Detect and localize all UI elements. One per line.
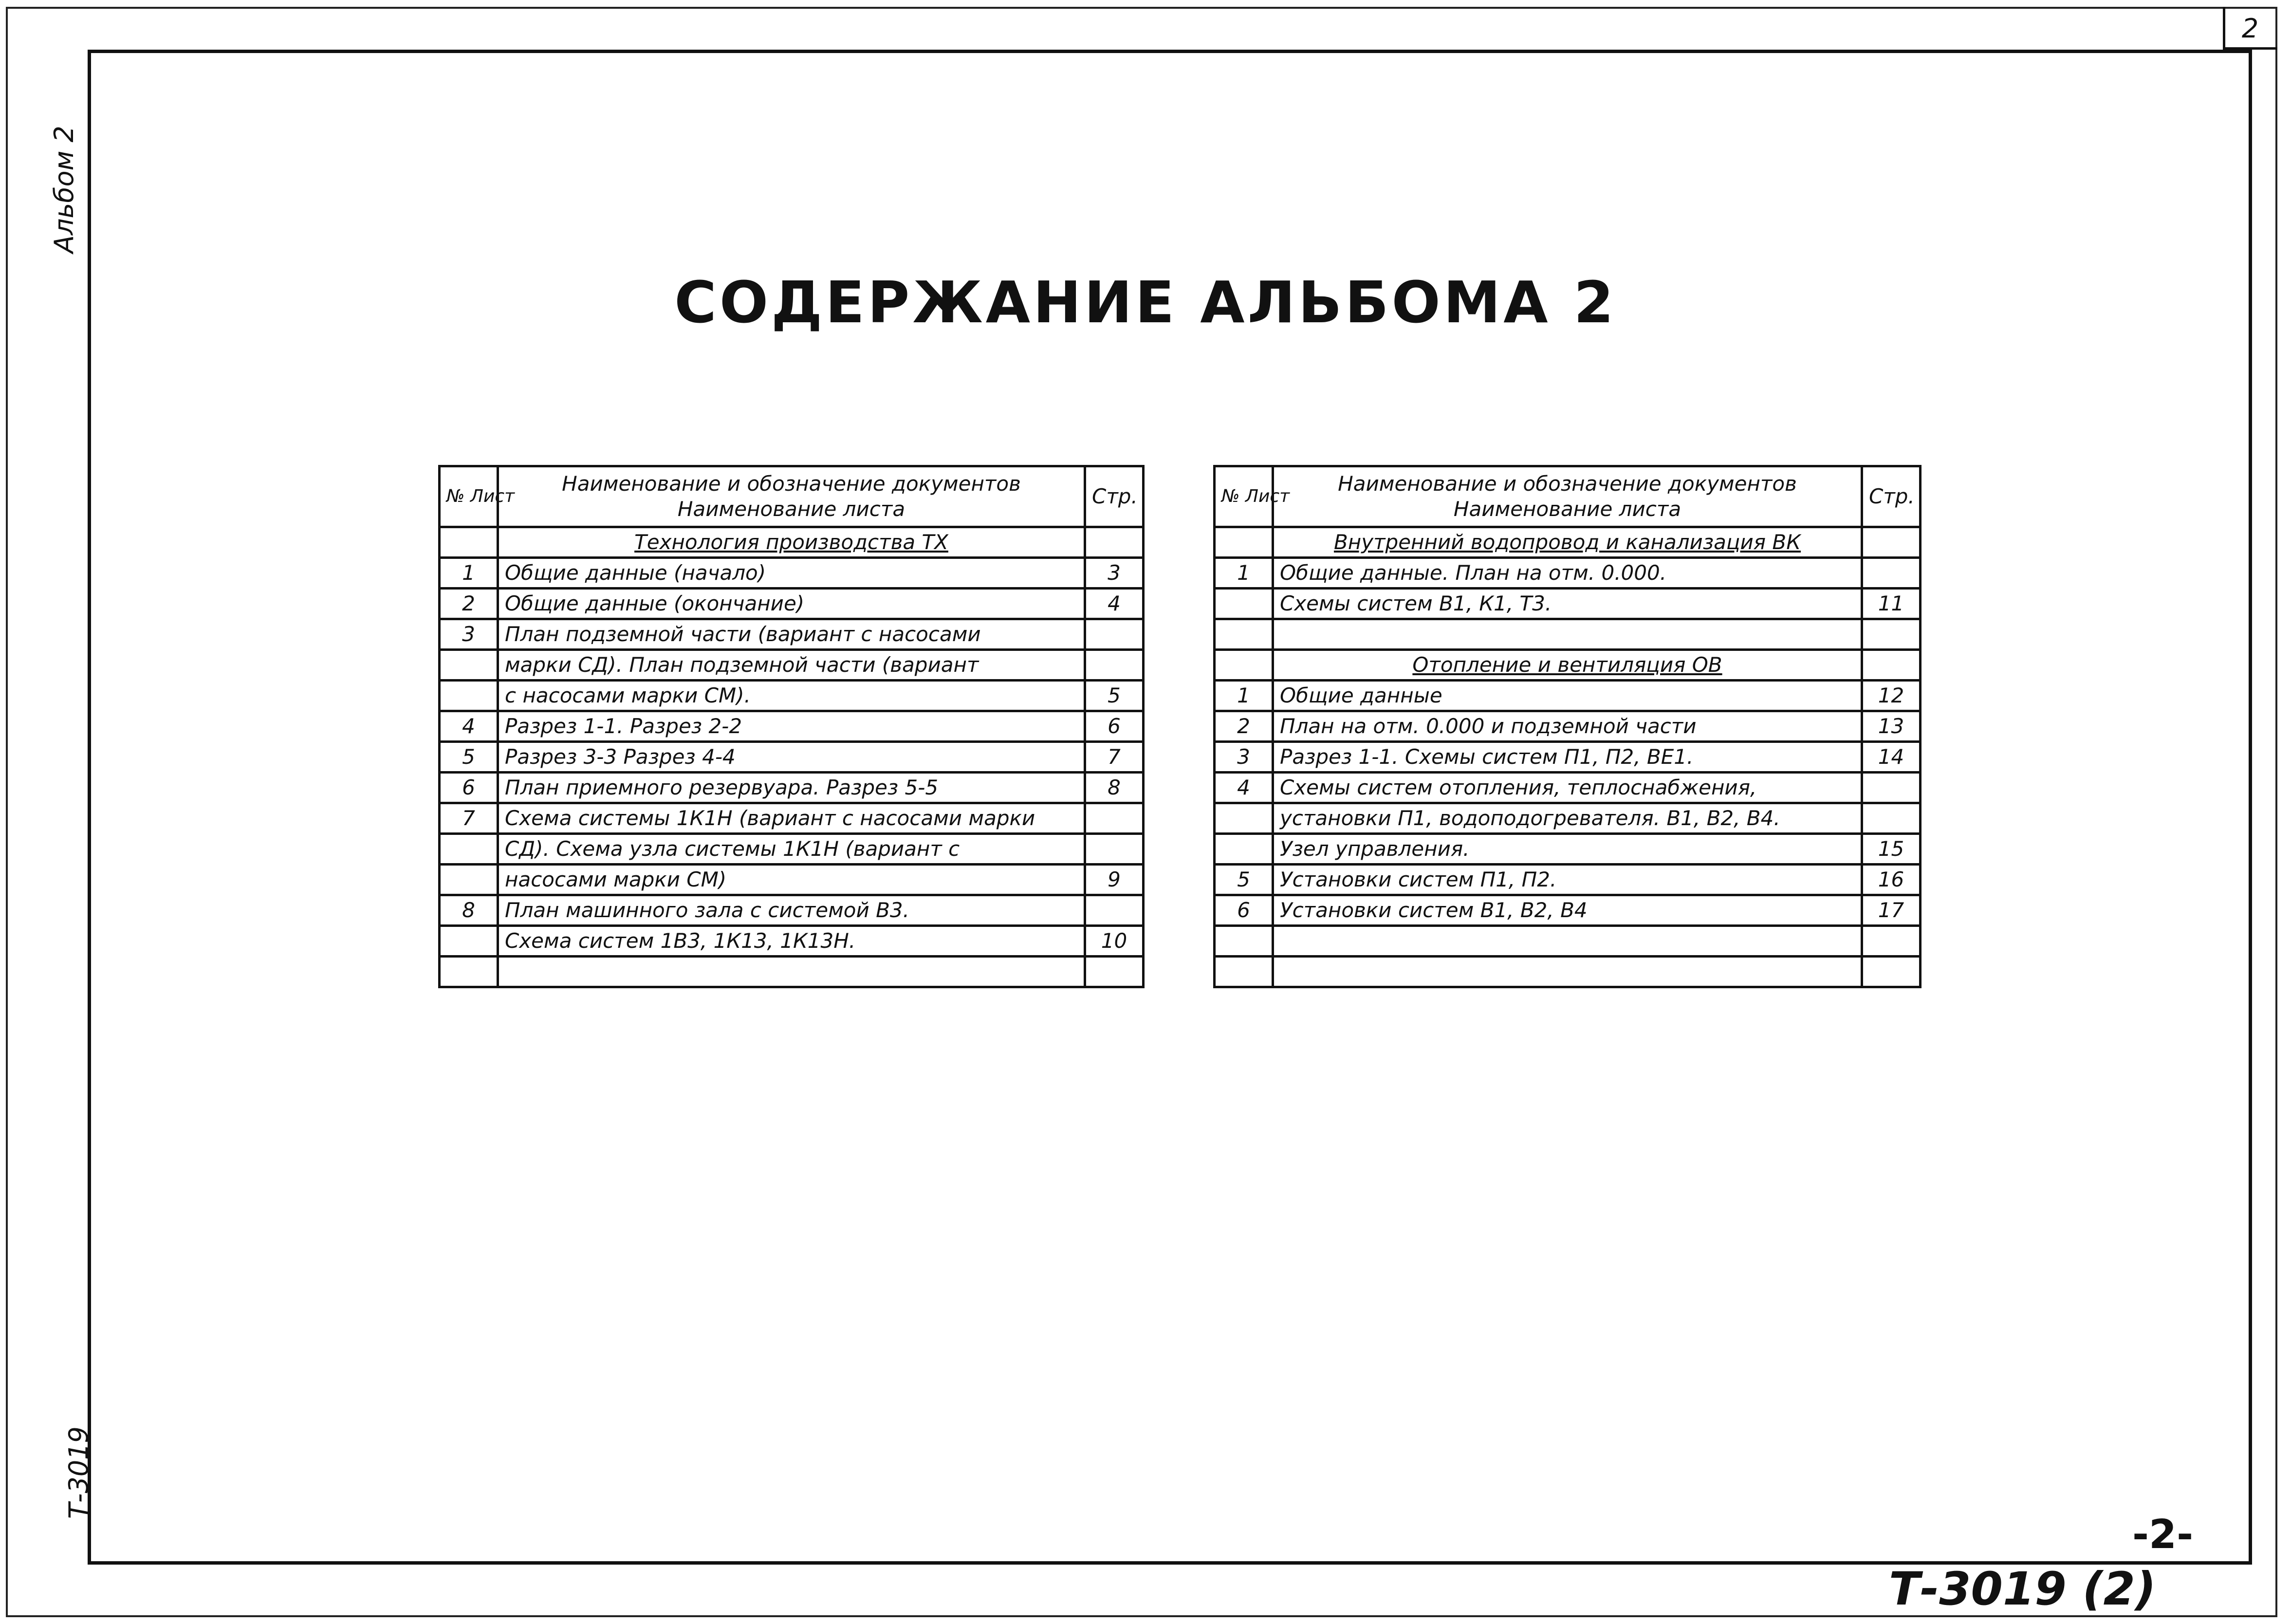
sheet-name-cell: Общие данные	[1273, 681, 1862, 711]
page-number-cell	[1085, 834, 1144, 865]
table-row	[1215, 742, 1921, 773]
contents-table-left	[438, 465, 1145, 988]
header-name	[1273, 466, 1862, 527]
table-row	[440, 619, 1144, 650]
contents-rows-right	[1215, 527, 1921, 987]
page-number-cell: 8	[1085, 773, 1144, 803]
table-row	[440, 865, 1144, 895]
header-name	[498, 466, 1085, 527]
sheet-name-cell: СД). Схема узла системы 1К1Н (вариант с	[498, 834, 1085, 865]
sheet-name-cell: Установки систем В1, В2, В4	[1273, 895, 1862, 926]
sheet-number-cell	[1215, 957, 1273, 987]
sheet-name-cell: План приемного резервуара. Разрез 5-5	[498, 773, 1085, 803]
table-header-row	[440, 466, 1144, 527]
sheet-number-cell: 1	[1215, 558, 1273, 589]
table-row	[440, 803, 1144, 834]
page-number-cell: 14	[1862, 742, 1921, 773]
table-row	[1215, 558, 1921, 589]
table-row	[440, 558, 1144, 589]
sheet-number-cell: 3	[440, 619, 498, 650]
page-number-cell	[1862, 527, 1921, 558]
table-row	[1215, 619, 1921, 650]
page-number-cell	[1862, 619, 1921, 650]
sheet-number-cell: 6	[440, 773, 498, 803]
sheet-number-cell	[1215, 527, 1273, 558]
page-number-cell: 10	[1085, 926, 1144, 957]
table-row	[1215, 681, 1921, 711]
page-number-cell	[1085, 619, 1144, 650]
header-sheet-number	[440, 466, 515, 527]
sheet-name-cell	[498, 957, 1085, 987]
table-row	[440, 681, 1144, 711]
table-row	[440, 589, 1144, 619]
page-number-cell	[1085, 895, 1144, 926]
sheet-number-cell	[440, 650, 498, 681]
sheet-name-cell: Схема систем 1В3, 1К13, 1К13Н.	[498, 926, 1085, 957]
section-title-cell: Внутренний водопровод и канализация ВК	[1273, 527, 1862, 558]
page-number-cell	[1085, 803, 1144, 834]
sheet-number-cell: 2	[440, 589, 498, 619]
table-row	[1215, 589, 1921, 619]
sheet-number-cell: 2	[1215, 711, 1273, 742]
section-title-cell: Отопление и вентиляция ОВ	[1273, 650, 1862, 681]
sheet-name-cell: Общие данные (окончание)	[498, 589, 1085, 619]
sheet-number-cell	[1215, 834, 1273, 865]
page-number-cell: 16	[1862, 865, 1921, 895]
sheet-name-cell: установки П1, водоподогревателя. В1, В2, В4.	[1273, 803, 1862, 834]
sheet-name-cell: Разрез 1-1. Разрез 2-2	[498, 711, 1085, 742]
side-label-album: Альбом 2	[49, 126, 79, 253]
sheet-name-cell: Разрез 3-3 Разрез 4-4	[498, 742, 1085, 773]
header-name-line1: Наименование и обозначение документов	[1338, 471, 1797, 496]
table-row	[1215, 773, 1921, 803]
sheet-number-cell	[440, 957, 498, 987]
contents-table-right	[1213, 465, 1921, 988]
page-number-cell: 3	[1085, 558, 1144, 589]
table-row	[440, 834, 1144, 865]
table-header-row	[1215, 466, 1921, 527]
header-sheet-number-label: № Лист	[446, 486, 515, 507]
page-number-cell: 4	[1085, 589, 1144, 619]
sheet-number-cell: 6	[1215, 895, 1273, 926]
contents-rows-left	[440, 527, 1144, 987]
sheet-name-cell: План на отм. 0.000 и подземной части	[1273, 711, 1862, 742]
sheet-number-cell: 5	[440, 742, 498, 773]
sheet-number: 2	[2241, 13, 2259, 44]
table-row	[440, 895, 1144, 926]
page-number-cell: 7	[1085, 742, 1144, 773]
sheet-number-cell: 7	[440, 803, 498, 834]
section-row	[440, 527, 1144, 558]
header-name-line2: Наименование листа	[1453, 497, 1681, 521]
section-title-cell: Технология производства ТХ	[498, 527, 1085, 558]
page-number-cell	[1862, 558, 1921, 589]
sheet-name-cell: Схемы систем отопления, теплоснабжения,	[1273, 773, 1862, 803]
sheet-name-cell: Общие данные. План на отм. 0.000.	[1273, 558, 1862, 589]
sheet-number-cell	[1215, 926, 1273, 957]
table-row	[1215, 865, 1921, 895]
sheet-name-cell: с насосами марки СМ).	[498, 681, 1085, 711]
sheet-number-cell	[440, 834, 498, 865]
page-number-cell: 11	[1862, 589, 1921, 619]
page-number-cell	[1085, 957, 1144, 987]
table-row	[1215, 957, 1921, 987]
sheet-number-cell	[1215, 803, 1273, 834]
sheet-name-cell: Схема системы 1К1Н (вариант с насосами марки	[498, 803, 1085, 834]
sheet-name-cell: План подземной части (вариант с насосами	[498, 619, 1085, 650]
sheet-number-cell: 4	[440, 711, 498, 742]
sheet-number-cell: 5	[1215, 865, 1273, 895]
sheet-number-cell	[1215, 589, 1273, 619]
sheet-name-cell: Установки систем П1, П2.	[1273, 865, 1862, 895]
sheet-number-cell	[1215, 650, 1273, 681]
header-sheet-number-label: № Лист	[1221, 486, 1290, 507]
table-row	[1215, 803, 1921, 834]
sheet-number-cell: 4	[1215, 773, 1273, 803]
header-name-line2: Наименование листа	[677, 497, 905, 521]
section-row	[1215, 527, 1921, 558]
header-page: Стр.	[1862, 466, 1921, 527]
sheet-name-cell	[1273, 619, 1862, 650]
sheet-name-cell: насосами марки СМ)	[498, 865, 1085, 895]
section-row	[1215, 650, 1921, 681]
page-number-cell: 17	[1862, 895, 1921, 926]
header-page: Стр.	[1085, 466, 1144, 527]
document-code: Т-3019 (2)	[1889, 1563, 2156, 1616]
page-mark: -2-	[2132, 1512, 2194, 1558]
sheet-name-cell: Общие данные (начало)	[498, 558, 1085, 589]
sheet-name-cell: План машинного зала с системой В3.	[498, 895, 1085, 926]
sheet-name-cell: Схемы систем В1, К1, Т3.	[1273, 589, 1862, 619]
side-label-code: Т-3019	[63, 1426, 94, 1519]
page-number-cell: 12	[1862, 681, 1921, 711]
page-number-cell: 13	[1862, 711, 1921, 742]
sheet-number-cell: 8	[440, 895, 498, 926]
page-number-cell	[1862, 650, 1921, 681]
table-row	[440, 742, 1144, 773]
sheet-number-cell	[440, 681, 498, 711]
table-row	[440, 711, 1144, 742]
page-number-cell: 5	[1085, 681, 1144, 711]
sheet-number-cell	[440, 926, 498, 957]
sheet-number-cell: 3	[1215, 742, 1273, 773]
sheet-number-cell	[1215, 619, 1273, 650]
page-number-cell: 15	[1862, 834, 1921, 865]
table-row	[1215, 834, 1921, 865]
sheet-number-cell	[440, 527, 498, 558]
sheet-name-cell: марки СД). План подземной части (вариант	[498, 650, 1085, 681]
header-sheet-number	[1215, 466, 1290, 527]
header-name-line1: Наименование и обозначение документов	[562, 471, 1021, 496]
sheet-name-cell: Разрез 1-1. Схемы систем П1, П2, ВЕ1.	[1273, 742, 1862, 773]
sheet-name-cell: Узел управления.	[1273, 834, 1862, 865]
table-row	[440, 926, 1144, 957]
page-number-cell	[1085, 650, 1144, 681]
sheet-number-cell	[440, 865, 498, 895]
table-row	[440, 650, 1144, 681]
page-number-cell	[1862, 926, 1921, 957]
sheet-number-cell: 1	[1215, 681, 1273, 711]
table-row	[1215, 711, 1921, 742]
table-row	[1215, 895, 1921, 926]
sheet-name-cell	[1273, 926, 1862, 957]
table-row	[1215, 926, 1921, 957]
table-row	[440, 957, 1144, 987]
table-row	[440, 773, 1144, 803]
page-number-cell	[1862, 773, 1921, 803]
sheet-number-cell: 1	[440, 558, 498, 589]
page-title: СОДЕРЖАНИЕ АЛЬБОМА 2	[674, 269, 1617, 336]
page-number-cell	[1862, 957, 1921, 987]
page-number-cell: 6	[1085, 711, 1144, 742]
page-number-cell: 9	[1085, 865, 1144, 895]
page-number-cell	[1085, 527, 1144, 558]
page-number-cell	[1862, 803, 1921, 834]
sheet-name-cell	[1273, 957, 1862, 987]
